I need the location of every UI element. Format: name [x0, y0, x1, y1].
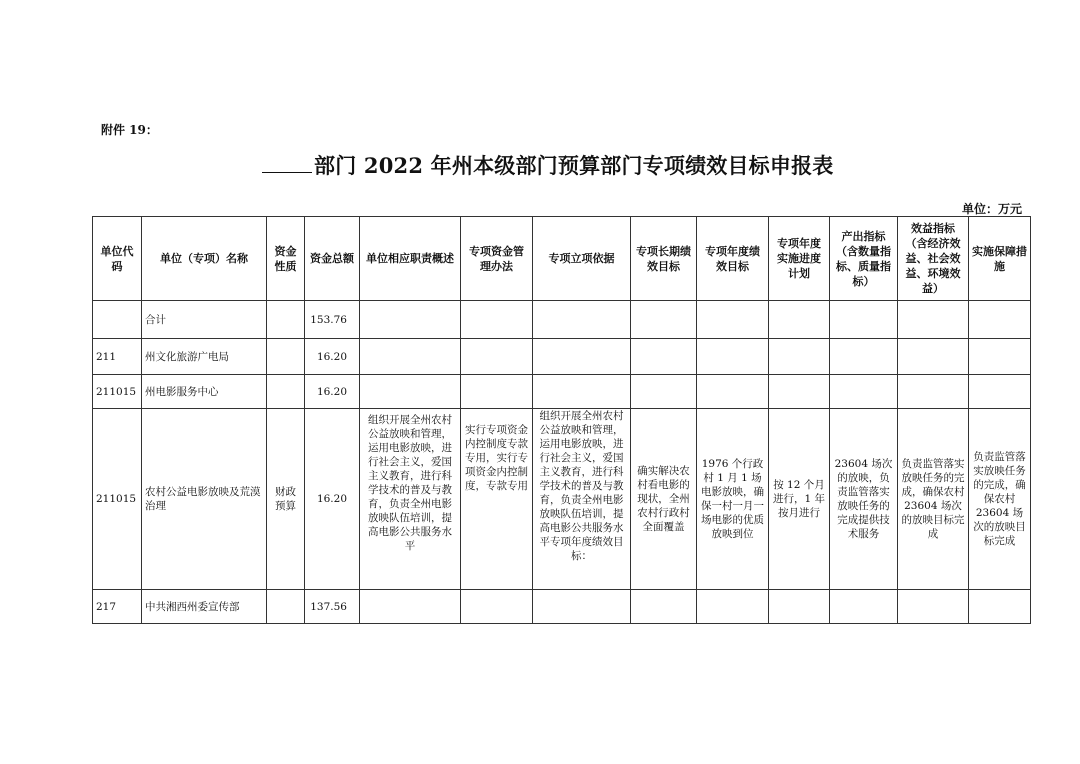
page-title	[262, 150, 833, 180]
header-output: 产出指标（含数量指标、质量指标）	[830, 217, 898, 301]
header-annual-goal: 专项年度绩效目标	[697, 217, 769, 301]
cell-code: 211015	[93, 409, 142, 590]
cell-empty	[769, 339, 830, 375]
cell-empty	[461, 301, 533, 339]
cell-empty	[533, 339, 631, 375]
cell-code: 211015	[93, 375, 142, 409]
cell-empty	[697, 301, 769, 339]
cell-empty	[830, 301, 898, 339]
header-benefit: 效益指标（含经济效益、社会效益、环境效益）	[898, 217, 969, 301]
header-fund-nature: 资金性质	[267, 217, 305, 301]
cell-mgmt: 实行专项资金内控制度专款专用，实行专项资金内控制度，专款专用	[461, 409, 533, 590]
unit-label: 单位：万元	[961, 202, 1022, 216]
cell-empty	[969, 301, 1031, 339]
cell-empty	[360, 590, 461, 624]
cell-amount: 137.56	[305, 590, 360, 624]
cell-benefit: 负责监管落实放映任务的完成，确保农村 23604 场次的放映目标完成	[898, 409, 969, 590]
cell-empty	[969, 375, 1031, 409]
cell-empty	[898, 339, 969, 375]
cell-code: 217	[93, 590, 142, 624]
cell-empty	[631, 301, 697, 339]
header-mgmt: 专项资金管理办法	[461, 217, 533, 301]
cell-amount: 16.20	[305, 375, 360, 409]
attachment-label: 附件 19：	[101, 123, 158, 137]
cell-basis: 组织开展全州农村公益放映和管理，运用电影放映，进行社会主义，爱国主义教育，进行科学技术的普及与教育，负责全州电影放映队伍培训，提高电影公共服务水平专项年度绩效目标：	[533, 409, 631, 590]
cell-annual-goal: 1976 个行政村 1 月 1 场电影放映，确保一村一月一场电影的优质放映到位	[697, 409, 769, 590]
cell-empty	[769, 375, 830, 409]
cell-empty	[769, 301, 830, 339]
cell-long-goal: 确实解决农村看电影的现状，全州农村行政村全面覆盖	[631, 409, 697, 590]
cell-schedule: 按 12 个月进行，1 年按月进行	[769, 409, 830, 590]
cell-empty	[697, 590, 769, 624]
cell-empty	[769, 590, 830, 624]
cell-name: 合计	[142, 301, 267, 339]
header-row	[93, 217, 1031, 301]
table-row-project	[93, 409, 1031, 590]
header-measures: 实施保障措施	[969, 217, 1031, 301]
cell-empty	[533, 375, 631, 409]
cell-name: 农村公益电影放映及荒漠治理	[142, 409, 267, 590]
header-long-goal: 专项长期绩效目标	[631, 217, 697, 301]
header-basis: 专项立项依据	[533, 217, 631, 301]
cell-empty	[360, 301, 461, 339]
cell-nature: 财政预算	[267, 409, 305, 590]
header-fund-total: 资金总额	[305, 217, 360, 301]
cell-code	[93, 301, 142, 339]
cell-output: 23604 场次的放映，负责监管落实放映任务的完成提供技术服务	[830, 409, 898, 590]
report-table	[92, 216, 1031, 624]
cell-nature	[267, 375, 305, 409]
cell-empty	[830, 375, 898, 409]
title-text: 部门 2022 年州本级部门预算部门专项绩效目标申报表	[314, 153, 834, 178]
cell-empty	[533, 301, 631, 339]
cell-nature	[267, 339, 305, 375]
cell-empty	[969, 339, 1031, 375]
header-schedule: 专项年度实施进度计划	[769, 217, 830, 301]
cell-empty	[969, 590, 1031, 624]
cell-nature	[267, 590, 305, 624]
header-duties: 单位相应职责概述	[360, 217, 461, 301]
table-row-217	[93, 590, 1031, 624]
cell-empty	[461, 590, 533, 624]
cell-empty	[360, 375, 461, 409]
cell-empty	[898, 590, 969, 624]
cell-empty	[697, 339, 769, 375]
cell-amount: 16.20	[305, 339, 360, 375]
cell-empty	[461, 339, 533, 375]
cell-nature	[267, 301, 305, 339]
cell-empty	[533, 590, 631, 624]
table-row-211015	[93, 375, 1031, 409]
header-name: 单位（专项）名称	[142, 217, 267, 301]
table-row-total	[93, 301, 1031, 339]
cell-amount: 16.20	[305, 409, 360, 590]
cell-empty	[830, 339, 898, 375]
cell-duties: 组织开展全州农村公益放映和管理，运用电影放映，进行社会主义，爱国主义教育，进行科学技术的普及与教育，负责全州电影放映队伍培训，提高电影公共服务水平	[360, 409, 461, 590]
cell-name: 中共湘西州委宣传部	[142, 590, 267, 624]
cell-empty	[898, 375, 969, 409]
cell-code: 211	[93, 339, 142, 375]
title-blank-line	[262, 154, 312, 173]
cell-measures: 负责监管落实放映任务的完成，确保农村 23604 场次的放映目标完成	[969, 409, 1031, 590]
cell-name: 州文化旅游广电局	[142, 339, 267, 375]
cell-amount: 153.76	[305, 301, 360, 339]
cell-name: 州电影服务中心	[142, 375, 267, 409]
cell-empty	[461, 375, 533, 409]
cell-empty	[898, 301, 969, 339]
cell-empty	[830, 590, 898, 624]
cell-empty	[631, 375, 697, 409]
cell-empty	[697, 375, 769, 409]
cell-empty	[631, 590, 697, 624]
cell-empty	[360, 339, 461, 375]
cell-empty	[631, 339, 697, 375]
table-row-211	[93, 339, 1031, 375]
header-code: 单位代码	[93, 217, 142, 301]
